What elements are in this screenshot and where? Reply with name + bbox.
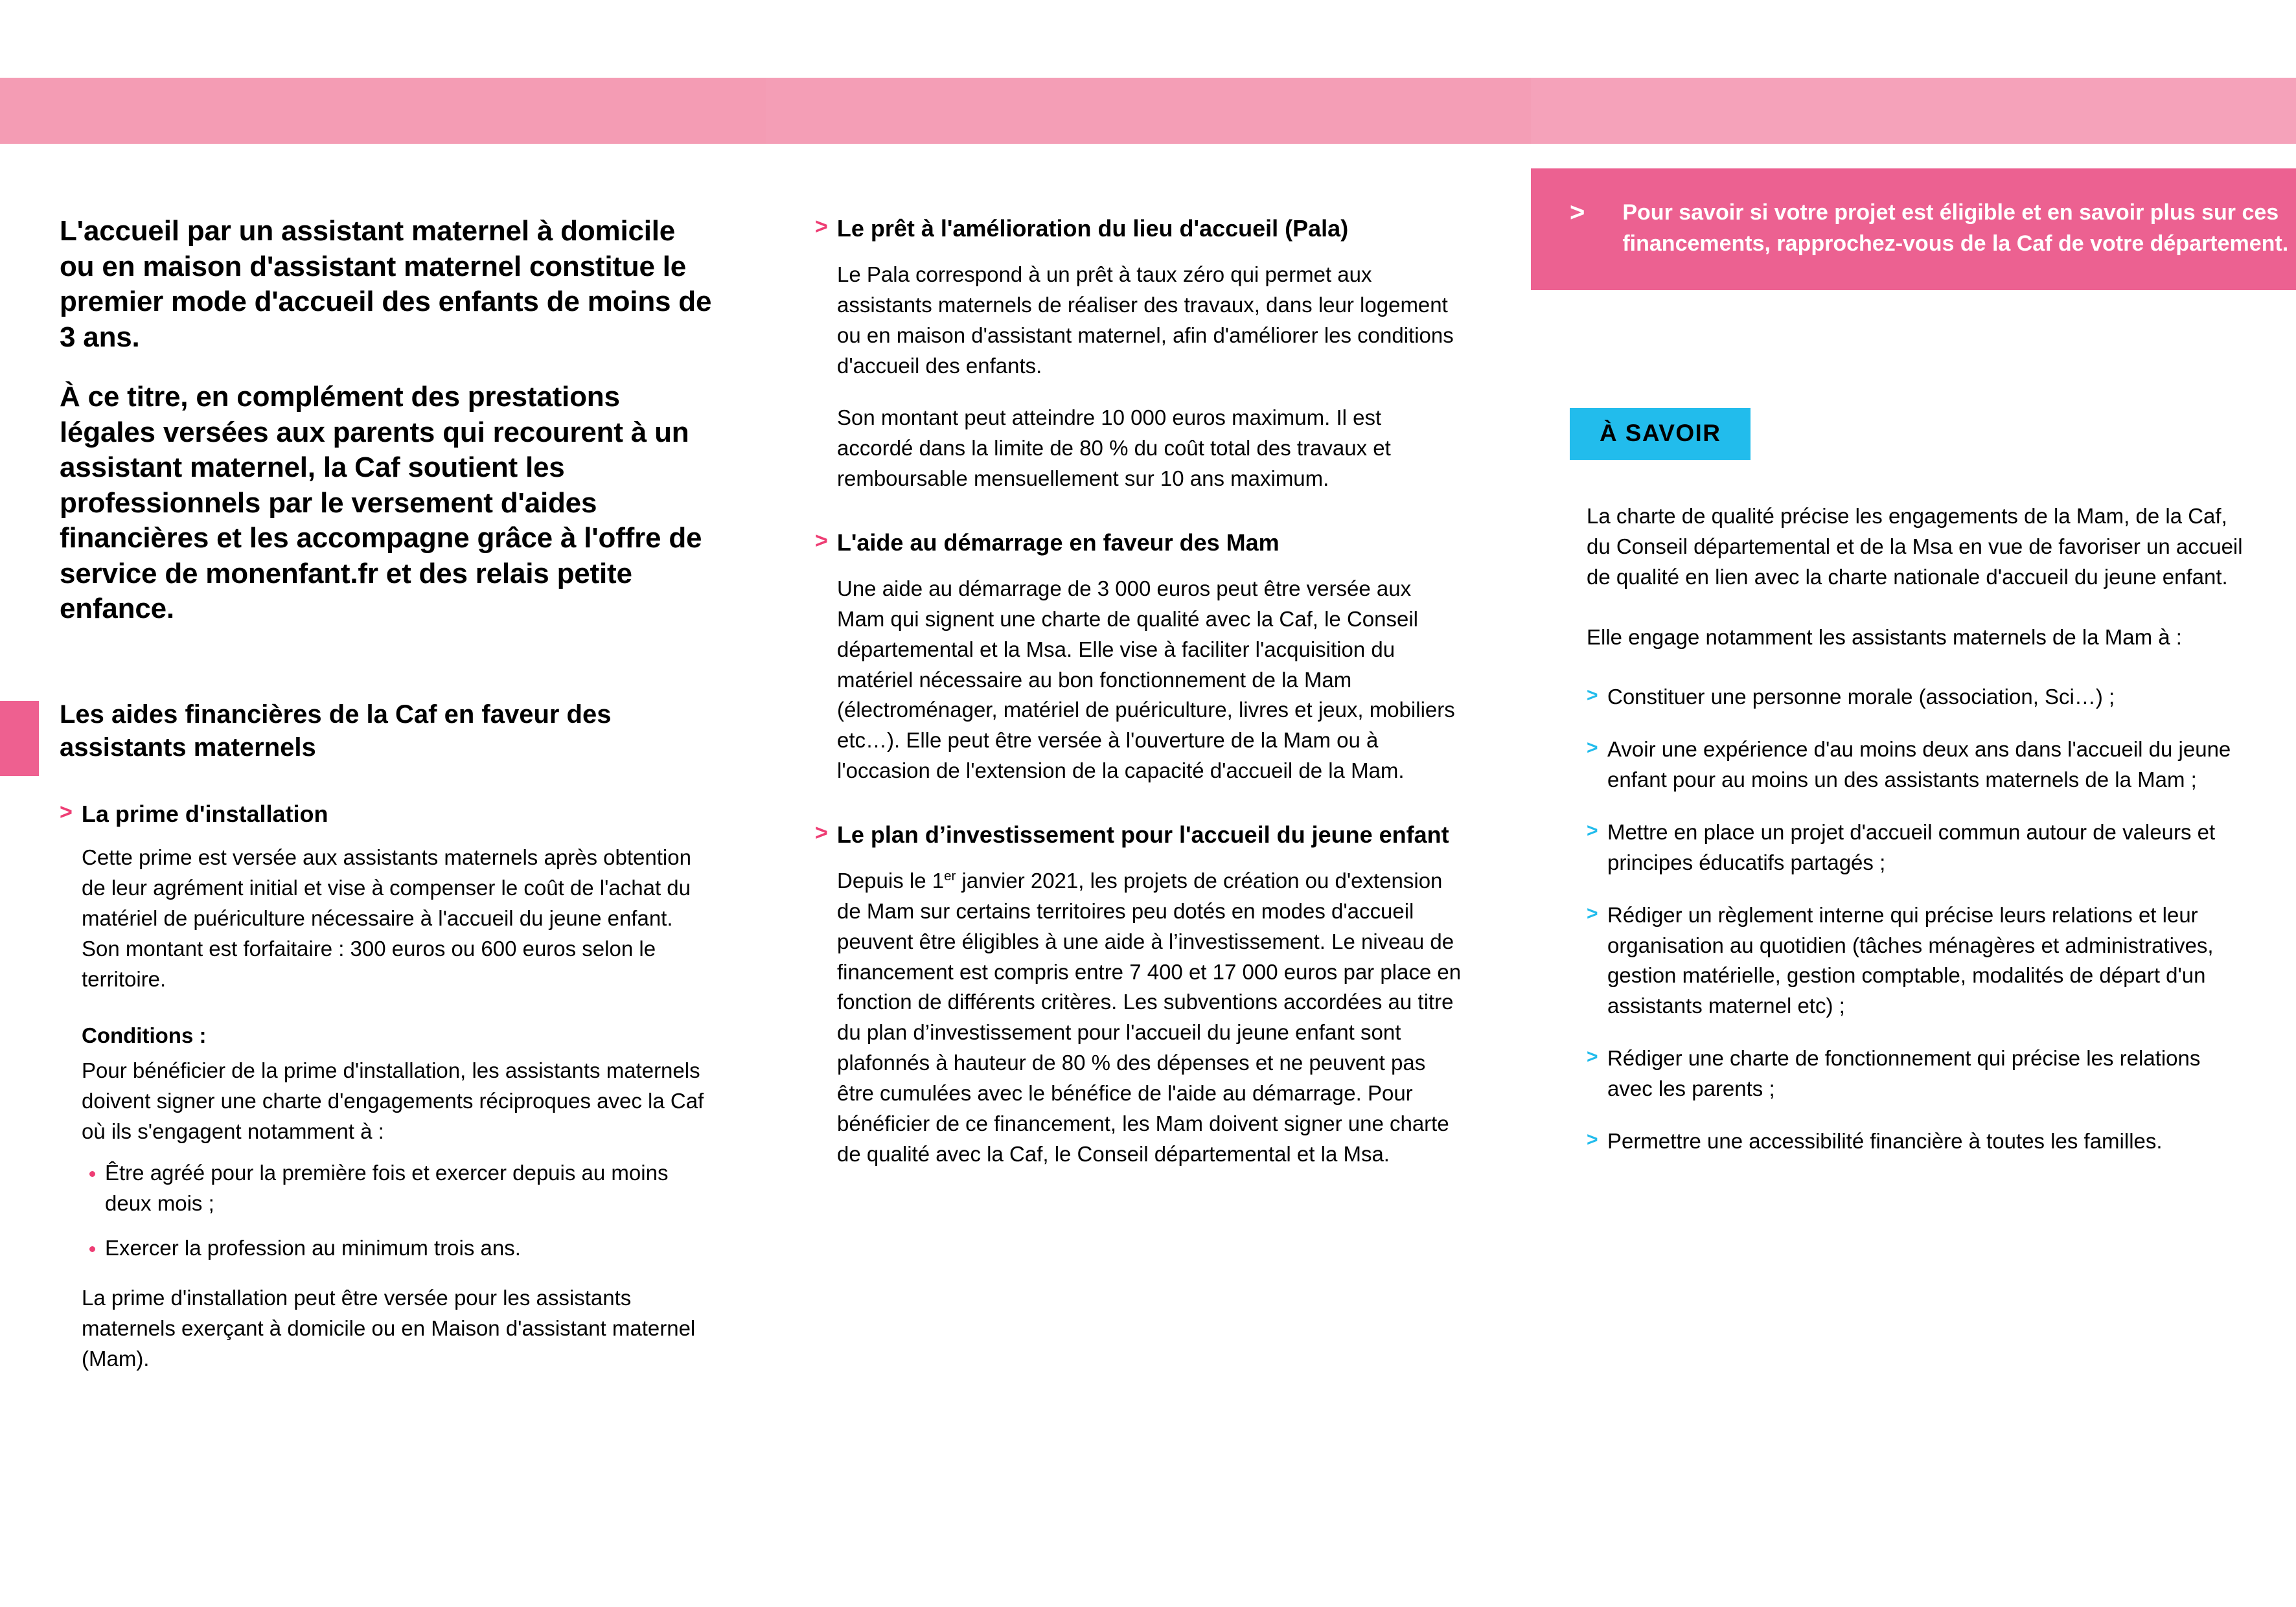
subsection-heading-label: Le prêt à l'amélioration du lieu d'accueil (Pala) <box>836 215 1349 242</box>
block-pala <box>815 214 1463 494</box>
callout-text: Pour savoir si votre projet est éligible et en savoir plus sur ces financements, rapprochez-vous de la Caf de votre département. <box>1622 200 2289 256</box>
chevron-right-icon: > <box>815 821 828 846</box>
chevron-right-icon: > <box>815 214 828 239</box>
left-column <box>60 214 714 1394</box>
callout-box-caf <box>1531 168 2296 290</box>
top-banner <box>0 78 2296 144</box>
ordinal-suffix: er <box>944 869 956 884</box>
prime-installation-paragraph-2: La prime d'installation peut être versée pour les assistants maternels exerçant à domicile ou en Maison d'assistant maternel (Mam). <box>82 1286 696 1371</box>
conditions-list <box>60 1158 714 1264</box>
pink-accent-bar <box>0 701 39 776</box>
pala-paragraph-1: Le Pala correspond à un prêt à taux zéro qui permet aux assistants maternels de réaliser des travaux, dans leur logement ou en maison d'assistant maternel, afin d'améliorer les conditions d'accueil des enfants. <box>837 262 1454 378</box>
a-savoir-paragraph-1: La charte de qualité précise les engagements de la Mam, de la Caf, du Conseil départemental et de la Msa en vue de favoriser un accueil de qualité en lien avec la charte nationale d'accueil du jeune enfant. <box>1587 504 2243 589</box>
list-item: > Permettre une accessibilité financière à toutes les familles. <box>1587 1126 2247 1157</box>
subsection-heading-pala <box>815 214 1463 243</box>
aide-demarrage-paragraph: Une aide au démarrage de 3 000 euros peut être versée aux Mam qui signent une charte de qualité avec la Caf, le Conseil départemental et la Msa. Elle vise à faciliter l'acquisition du matériel nécessaire au bon fonctionnement de la Mam (électroménager, matériel de puériculture, livres et jeux, mobiliers etc…). Elle peut être versée à l'ouverture de la Mam ou à l'occasion de l'extension de la capacité d'accueil de la Mam. <box>837 576 1455 783</box>
chevron-right-icon: > <box>1570 198 1585 227</box>
a-savoir-paragraph-2: Elle engage notamment les assistants maternels de la Mam à : <box>1587 624 2182 649</box>
list-item: > Avoir une expérience d'au moins deux ans dans l'accueil du jeune enfant pour au moins un des assistants maternels de la Mam ; <box>1587 735 2247 795</box>
paragraph-prefix: Depuis le 1 <box>837 869 945 893</box>
conditions-label: Conditions : <box>82 1023 207 1047</box>
section-heading-block <box>60 698 714 764</box>
banner-segment-right <box>1531 78 2296 144</box>
status-badge-a-savoir: À SAVOIR <box>1570 408 1751 460</box>
banner-segment-left <box>0 78 766 144</box>
subsection-heading-plan-investissement <box>815 820 1463 849</box>
prime-installation-paragraph: Cette prime est versée aux assistants maternels après obtention de leur agrément initial et vise à compenser le coût de l'achat du matériel de puériculture nécessaire à l'accueil du jeune enfant. Son montant est forfaitaire : 300 euros ou 600 euros selon le territoire. <box>82 845 691 991</box>
right-column <box>1531 168 2296 1157</box>
list-item: > Rédiger une charte de fonctionnement qui précise les relations avec les parents ; <box>1587 1043 2247 1104</box>
list-item: > Constituer une personne morale (association, Sci…) ; <box>1587 682 2247 712</box>
list-item: Exercer la profession au minimum trois ans. <box>89 1233 714 1264</box>
block-plan-investissement <box>815 820 1463 1170</box>
engagements-list <box>1587 682 2247 1156</box>
pala-paragraph-2: Son montant peut atteindre 10 000 euros maximum. Il est accordé dans la limite de 80 % du coût total des travaux et remboursable mensuellement sur 10 ans maximum. <box>837 405 1391 491</box>
paragraph-rest: janvier 2021, les projets de création ou d'extension de Mam sur certains territoires peu dotés en modes d'accueil peuvent être éligibles à une aide à l’investissement. Le niveau de financement est compris entre 7 400 et 17 000 euros par place en fonction de différents critères. Les subventions accordées au titre du plan d’investissement pour l'accueil du jeune enfant sont plafonnés à hauteur de 80 % des dépenses et ne peuvent pas être cumulées avec le bénéfice de l'aide au démarrage. Pour bénéficier de ce financement, les Mam doivent signer une charte de qualité avec la Caf, le Conseil départemental et la Msa. <box>837 869 1462 1166</box>
chevron-right-icon: > <box>815 529 828 554</box>
list-item: > Mettre en place un projet d'accueil commun autour de valeurs et principes éducatifs partagés ; <box>1587 817 2247 878</box>
lead-paragraph-2: À ce titre, en complément des prestations légales versées aux parents qui recourent à un assistant maternel, la Caf soutient les professionnels par le versement d'aides financières et les accompagne grâce à l'offre de service de monenfant.fr et des relais petite enfance. <box>60 381 702 625</box>
a-savoir-body <box>1587 501 2247 1157</box>
list-item: > Rédiger un règlement interne qui précise leurs relations et leur organisation au quotidien (tâches ménagères et administratives, gestion matérielle, gestion comptable, modalités de départ d'un assistants maternel etc) ; <box>1587 900 2247 1021</box>
chevron-right-icon: > <box>60 800 73 825</box>
list-item: Être agréé pour la première fois et exercer depuis au moins deux mois ; <box>89 1158 714 1219</box>
subsection-heading-label: L'aide au démarrage en faveur des Mam <box>836 529 1280 556</box>
block-aide-demarrage <box>815 528 1463 786</box>
plan-investissement-paragraph <box>815 866 1463 1170</box>
subsection-heading-label: Le plan d’investissement pour l'accueil du jeune enfant <box>836 821 1449 849</box>
subsection-heading-prime-installation <box>60 799 714 828</box>
conditions-intro: Pour bénéficier de la prime d'installation, les assistants maternels doivent signer une charte d'engagements réciproques avec la Caf où ils s'engagent notamment à : <box>82 1058 704 1143</box>
subsection-heading-label: La prime d'installation <box>81 801 328 828</box>
banner-segment-middle <box>766 78 1531 144</box>
lead-paragraph-1: L'accueil par un assistant maternel à domicile ou en maison d'assistant maternel constitue le premier mode d'accueil des enfants de moins de 3 ans. <box>60 215 712 353</box>
subsection-heading-aide-demarrage <box>815 528 1463 557</box>
middle-column <box>815 214 1463 1203</box>
section-heading: Les aides financières de la Caf en faveur des assistants maternels <box>60 700 612 762</box>
